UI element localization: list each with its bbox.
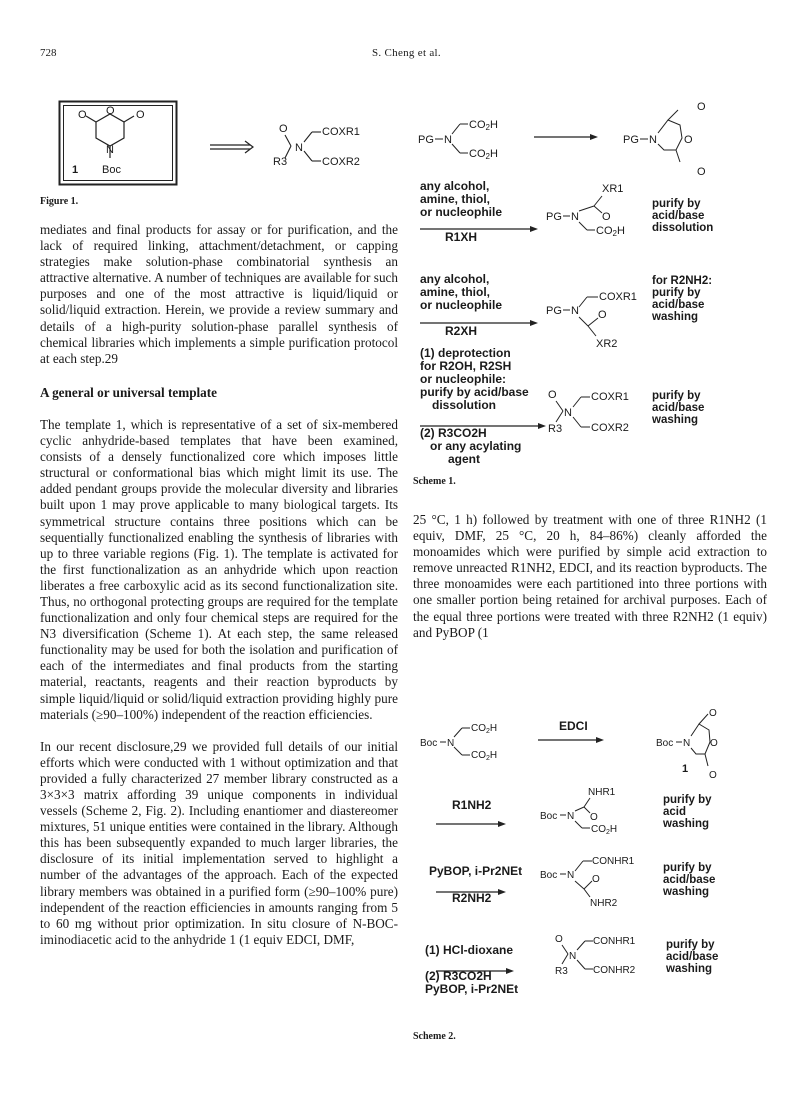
svg-text:COXR1: COXR1: [591, 391, 629, 403]
svg-text:CO2H: CO2H: [469, 148, 498, 161]
svg-text:O: O: [136, 109, 145, 121]
left-paragraph-1: mediates and final products for assay or for purification, and the lack of required linking, attachment/detachment, or capping strategies make solution-phase combinatorial synthesis an attractive alternative. A number of techniques are available for such purposes and one of the most attractive is liquid/liquid or solid/liquid extraction. Herein, we provide a review summary and details of a high-purity solution-phase parallel synthesis of chemical libraries which implements a simple purification protocol at each step.29: [40, 222, 398, 366]
svg-text:N: N: [683, 738, 691, 749]
svg-text:CONHR1: CONHR1: [592, 856, 635, 867]
scheme2-step3-note: purify by acid/base washing: [663, 862, 716, 898]
scheme2-step4-reagent-bottom: (2) R3CO2H PyBOP, i-Pr2NEt: [425, 969, 519, 996]
scheme1-step1-note: purify by acid/base dissolution: [652, 198, 714, 234]
svg-text:CONHR2: CONHR2: [593, 965, 636, 976]
svg-text:N: N: [567, 811, 575, 822]
right-paragraph-1: 25 °C, 1 h) followed by treatment with one of three R1NH2 (1 equiv, DMF, 25 °C, 20 h, 84–86%) cleanly afforded the monoamides which were purified by simple acid extraction to remove unreacted R1NH2, EDCI, and its reaction byproducts. The three monoamides were each partitioned into three portions with one smaller portion being retained for archival purposes. Each of the equal three portions were treated with three R2NH2 (1 equiv) and PyBOP (1: [413, 512, 767, 640]
svg-text:O: O: [684, 134, 693, 146]
scheme2-product4: [555, 930, 665, 980]
svg-text:N: N: [569, 951, 577, 962]
scheme2-step2-arrow: [436, 814, 506, 820]
svg-text:Boc: Boc: [540, 811, 558, 822]
right-column-body: [413, 512, 767, 657]
scheme2-step4-note: purify by acid/base washing: [666, 939, 719, 975]
svg-text:XR1: XR1: [602, 183, 624, 195]
figure-1-target-structure: [205, 118, 385, 188]
svg-text:NHR2: NHR2: [590, 898, 618, 907]
svg-text:N: N: [567, 870, 575, 881]
template-1-structure: [58, 100, 178, 186]
svg-text:R3: R3: [548, 423, 563, 435]
scheme2-step3-arrow: [436, 882, 506, 888]
scheme1-step3-note: purify by acid/base washing: [652, 390, 705, 426]
scheme1-step2-reagent: R2XH: [445, 324, 478, 338]
left-column-body: [40, 222, 398, 964]
scheme2-step2-reagent-label: R1NH2: [452, 798, 492, 812]
scheme1-step3-arrow: [420, 416, 550, 422]
scheme2-step2-note: purify by acid washing: [663, 794, 712, 830]
svg-text:CO2H: $CO_2H$: [471, 750, 498, 762]
svg-text:CO2H: CO2H: [469, 119, 498, 132]
svg-text:N: N: [571, 305, 579, 317]
svg-text:O: O: [279, 123, 288, 135]
svg-text:PG: PG: [546, 211, 562, 223]
section-heading: A general or universal template: [40, 384, 218, 400]
svg-text:O: O: [709, 770, 717, 781]
scheme1-product1: [546, 180, 646, 242]
scheme2-step1: [420, 708, 720, 792]
running-title: S. Cheng et al.: [372, 47, 441, 59]
scheme1-step2-arrow: [420, 313, 540, 319]
svg-text:N: N: [295, 142, 303, 154]
svg-text:O: O: [592, 874, 600, 885]
svg-text:Boc: Boc: [540, 870, 558, 881]
scheme1-product2: [546, 280, 656, 352]
scheme1-step3-reagent: (2) R3CO2H or any acylating agent: [420, 426, 522, 466]
scheme1-step3-conditions: (1) deprotection for R2OH, R2SH or nucleophile: purify by acid/base dissolution: [420, 346, 529, 412]
svg-text:O: O: [590, 812, 598, 823]
svg-text:O: O: [709, 708, 717, 719]
svg-text:PG: PG: [546, 305, 562, 317]
svg-text:O: O: [602, 211, 611, 223]
svg-text:CO2H: CO2H: [596, 225, 625, 238]
svg-text:O: O: [697, 101, 706, 113]
scheme2-step4-arrow: [436, 961, 516, 967]
svg-text:1: 1: [682, 763, 689, 775]
svg-text:Boc: Boc: [656, 738, 674, 749]
scheme1-product3: [548, 384, 652, 440]
left-paragraph-3: In our recent disclosure,29 we provided full details of our initial efforts which were conducted with 1 without optimization and that provided a fully characterized 27 member library constructed as a 3×3×3 matrix affording 39 unique components in individual vessels (Scheme 2, Fig. 2). Including enantiomer and diastereomer mixtures, 51 unique entities were contained in the library. Although this has been subsequently expanded to much larger libraries, the disclosure of its initial implementation served to highlight a number of the advantages of the approach. Each of the expected library members was obtained in a purified form (≥90–100% pure) independent of the reaction efficiencies in amounts ranging from 5 to 60 mg without prior optimization. In situ closure of N-BOC-iminodiacetic acid to the anhydride 1 (1 equiv EDCI, DMF,: [40, 738, 398, 947]
svg-text:CO2H: $CO_2H$: [591, 824, 618, 836]
svg-text:O: O: [598, 309, 607, 321]
scheme2-step4-reagent-top: (1) HCl-dioxane: [425, 943, 514, 957]
scheme-1-step-0: [418, 100, 718, 180]
scheme2-step3-reagent-bottom: R2NH2: [452, 891, 492, 905]
figure-1-template-box: [58, 100, 178, 186]
scheme1-step1-reagent: R1XH: [445, 230, 478, 244]
svg-text:PG: PG: [623, 134, 639, 146]
svg-text:N: N: [564, 407, 572, 419]
svg-text:EDCI: EDCI: [559, 719, 588, 733]
left-paragraph-2: The template 1, which is representative of a set of six-membered cyclic anhydride-based templates that have been examined, consists of a densely functionalized core which imposes little structural or conformational bias which might limit its use. The added pendant groups provide the molecular diversity and libraries built upon 1 may prove applicable to many biological targets. Its symmetrical structure contains three positions which can be sequentially functionalized enabling the synthesis of libraries with up to three variable regions (Fig. 1). The template is activated for the first functionalization as an anhydride which upon reaction liberates a free carboxylic acid as its second functionalization site. Thus, no orthogonal protecting groups are required for the template functionalization and only four chemical steps are required for the N3 diversification (Scheme 1). At each step, the same released functionality may be used for both the isolation and purification of each of the intermediates and final products from the starting material, reactants, reagents and their reaction byproducts by simple liquid/liquid or solid/liquid extraction providing highly pure materials (≥90–100%) independent of the reaction efficiencies.: [40, 416, 398, 722]
scheme2-step3-reagent-top: PyBOP, i-Pr2NEt: [429, 864, 523, 878]
svg-text:1: 1: [72, 164, 79, 176]
fig1-coxr2-label: COXR2: [322, 156, 360, 168]
svg-text:PG: PG: [418, 134, 434, 146]
scheme1-step2-note: for R2NH2: purify by acid/base washing: [652, 275, 713, 323]
svg-text:O: O: [710, 738, 718, 749]
fig1-r3-label: R3: [273, 156, 288, 168]
fig1-coxr1-label: COXR1: [322, 126, 360, 138]
svg-text:O: O: [106, 105, 115, 117]
svg-text:O: O: [78, 109, 87, 121]
svg-text:R3: R3: [555, 966, 568, 977]
svg-text:COXR2: COXR2: [591, 422, 629, 434]
svg-text:N: N: [447, 738, 455, 749]
svg-text:N: N: [571, 211, 579, 223]
svg-text:XR2: XR2: [596, 338, 618, 350]
svg-text:Boc: Boc: [420, 738, 438, 749]
svg-text:O: O: [548, 389, 557, 401]
svg-text:Boc: Boc: [102, 164, 121, 176]
svg-text:N: N: [444, 134, 452, 146]
svg-text:N: N: [649, 134, 657, 146]
svg-text:CONHR1: CONHR1: [593, 936, 636, 947]
scheme2-product3: [540, 845, 660, 907]
svg-text:O: O: [697, 166, 706, 178]
scheme2-product2: [540, 785, 650, 841]
scheme-1-caption: Scheme 1.: [413, 476, 456, 487]
svg-text:NHR1: NHR1: [588, 787, 616, 798]
scheme1-step1-arrow: [420, 219, 540, 225]
svg-text:N: N: [106, 144, 114, 156]
scheme1-step2-conditions: any alcohol, amine, thiol, or nucleophile: [420, 272, 503, 312]
scheme1-step1-conditions: any alcohol, amine, thiol, or nucleophile: [420, 179, 503, 219]
svg-text:COXR1: COXR1: [599, 291, 637, 303]
svg-text:O: O: [555, 934, 563, 945]
svg-text:CO2H: $CO_2H$: [471, 723, 498, 735]
scheme-2-caption: Scheme 2.: [413, 1031, 456, 1042]
page-number: 728: [40, 47, 57, 59]
figure-1-caption: Figure 1.: [40, 196, 79, 207]
